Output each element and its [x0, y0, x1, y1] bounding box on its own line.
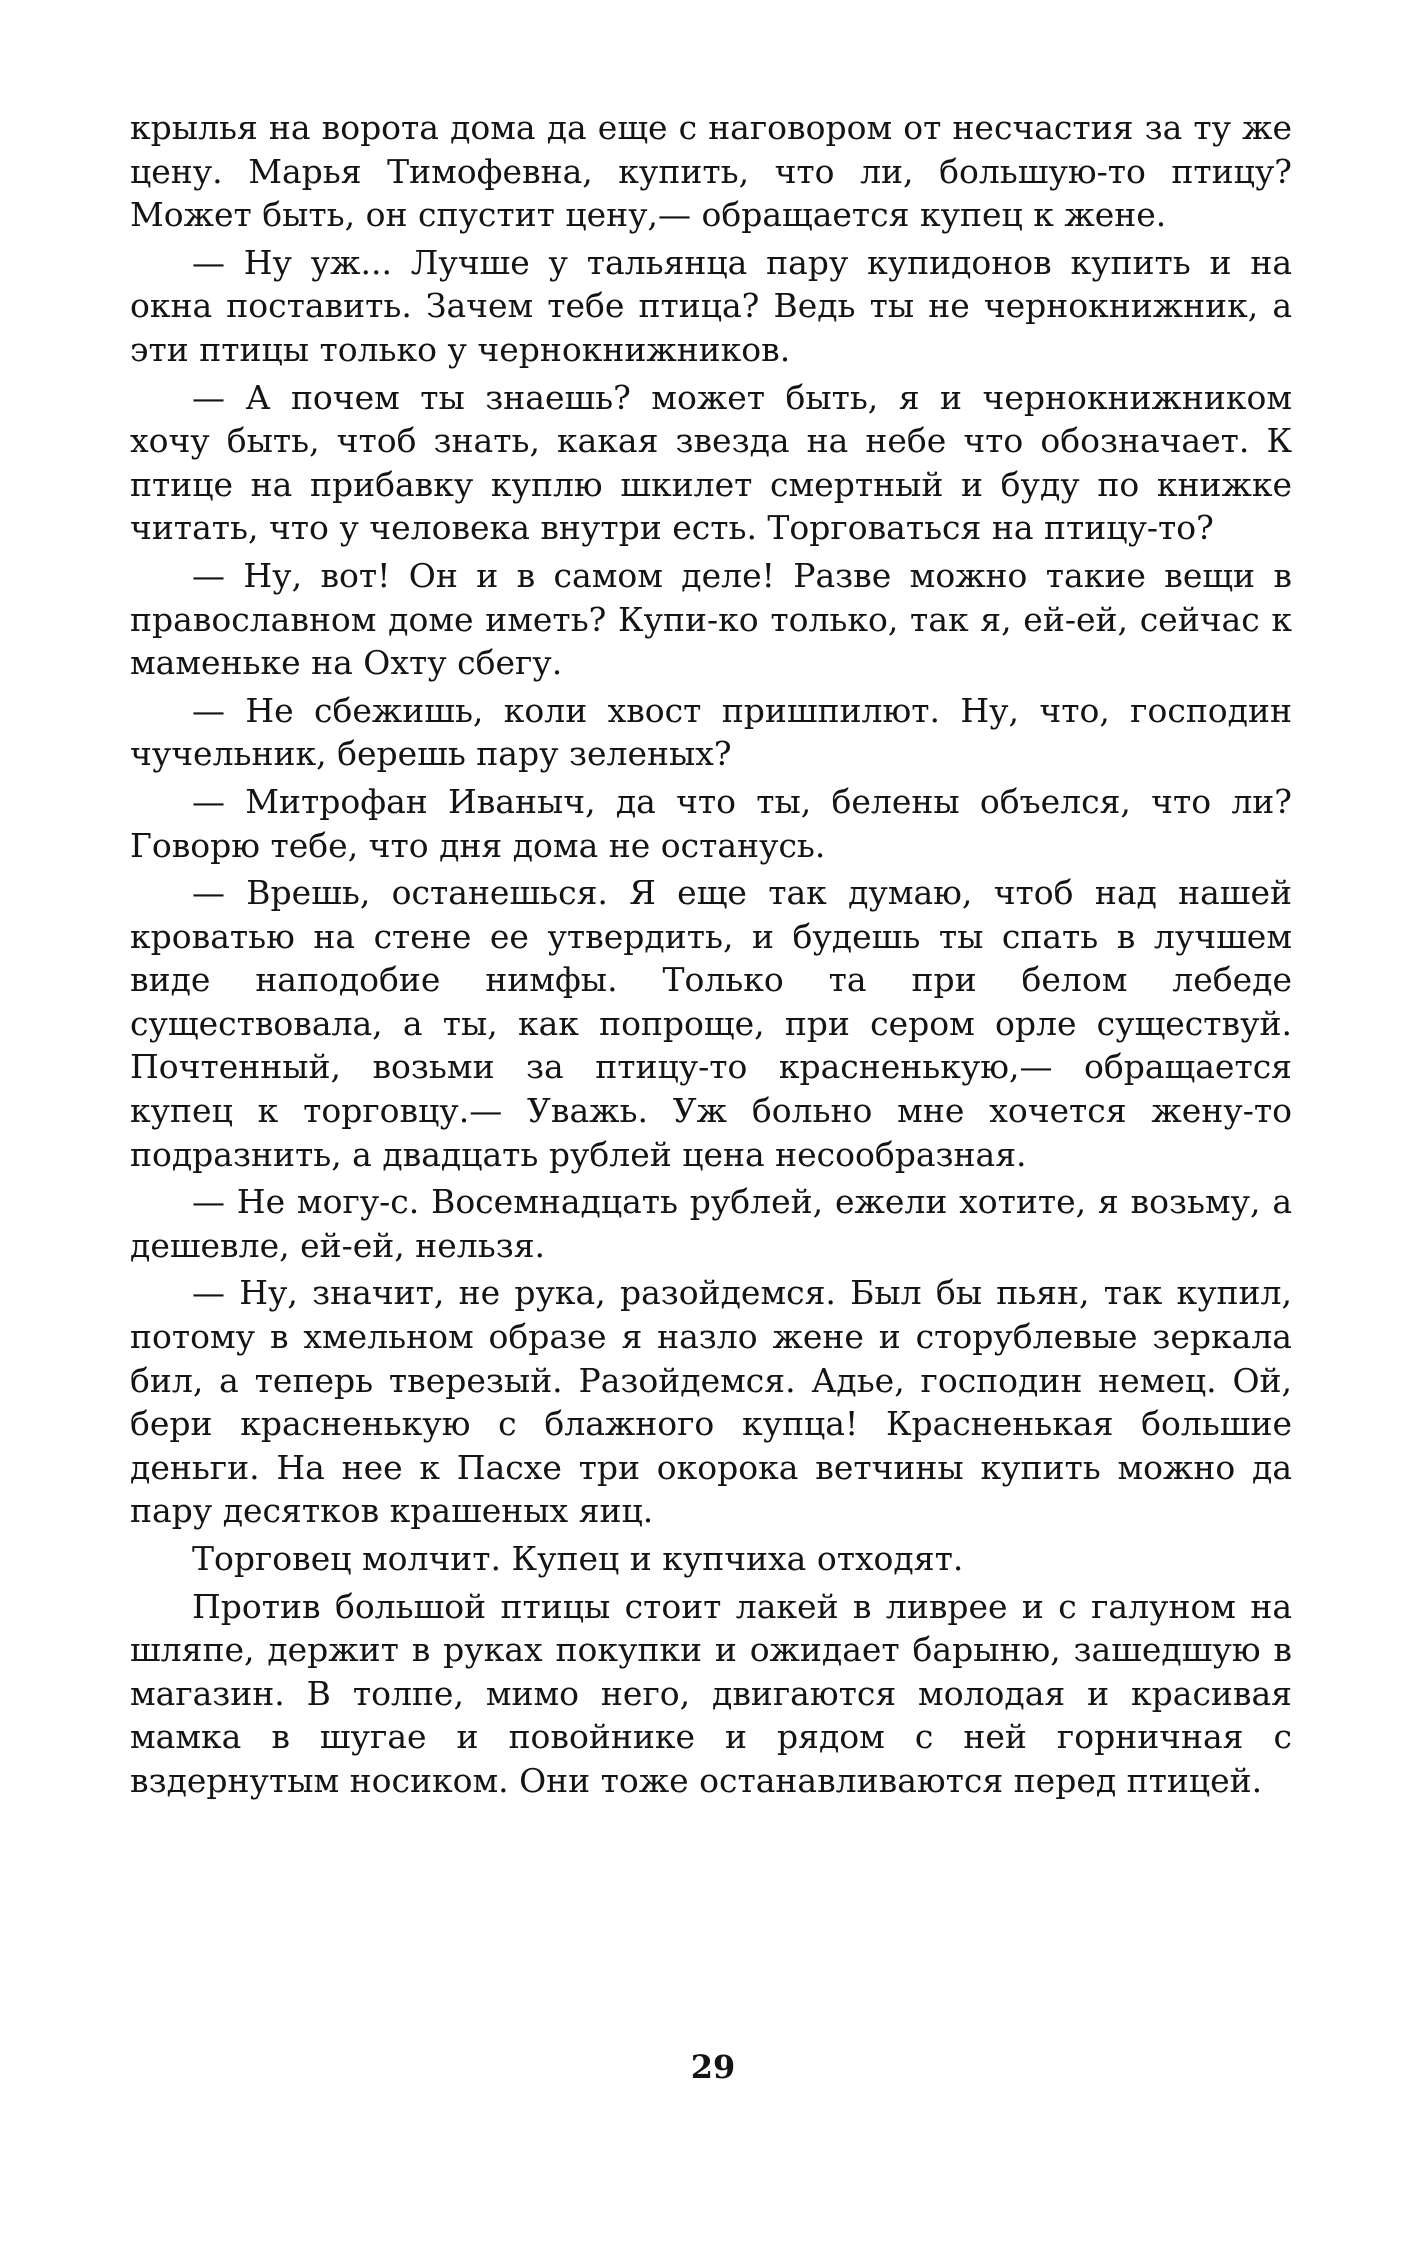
- paragraph-9: — Ну, значит, не рука, разойдемся. Был бы пьян, так купил, потому в хмельном образе я назло жене и сторублевые зеркала бил, а теперь тверезый. Разойдемся. Адье, господин немец. Ой, бери красненькую с блажного купца! Красненькая большие деньги. На нее к Пасхе три окорока ветчины купить можно да пару десятков крашеных яиц.: [130, 1273, 1292, 1531]
- paragraph-1: крылья на ворота дома да еще с наговором от несчастия за ту же цену. Марья Тимофевна, купить, что ли, большую-то птицу? Может быть, он спустит цену,— обращается купец к жене.: [130, 108, 1292, 235]
- paragraph-2: — Ну уж... Лучше у тальянца пару купидонов купить и на окна поставить. Зачем тебе птица? Ведь ты не чернокнижник, а эти птицы только у чернокнижников.: [130, 242, 1292, 369]
- paragraph-7: — Врешь, останешься. Я еще так думаю, чтоб над нашей кроватью на стене ее утвердить, и будешь ты спать в лучшем виде наподобие нимфы. Только та при белом лебеде существовала, а ты, как попроще, при сером орле существуй. Почтенный, возьми за птицу-то красненькую,— обращается купец к торговцу.— Уважь. Уж больно мне хочется жену-то подразнить, а двадцать рублей цена несообразная.: [130, 873, 1292, 1174]
- paragraph-5: — Не сбежишь, коли хвост пришпилют. Ну, что, господин чучельник, берешь пару зеленых?: [130, 690, 1292, 774]
- paragraph-8: — Не могу-с. Восемнадцать рублей, ежели хотите, я возьму, а дешевле, ей-ей, нельзя.: [130, 1182, 1292, 1265]
- paragraph-6: — Митрофан Иваныч, да что ты, белены объелся, что ли? Говорю тебе, что дня дома не останусь.: [130, 781, 1292, 865]
- paragraph-4: — Ну, вот! Он и в самом деле! Разве можно такие вещи в православном доме иметь? Купи-ко только, так я, ей-ей, сейчас к маменьке на Охту сбегу.: [130, 555, 1292, 683]
- paragraph-10: Торговец молчит. Купец и купчиха отходят.: [192, 1539, 964, 1578]
- book-page-text: [130, 106, 1292, 1803]
- page-number: 29: [690, 2048, 736, 2086]
- paragraph-11: Против большой птицы стоит лакей в ливрее и с галуном на шляпе, держит в руках покупки и ожидает барыню, зашедшую в магазин. В толпе, мимо него, двигаются молодая и красивая мамка в шугае и повойнике и рядом с ней горничная с вздернутым носиком. Они тоже останавливаются перед птицей.: [130, 1586, 1292, 1800]
- paragraph-3: — А почем ты знаешь? может быть, я и чернокнижником хочу быть, чтоб знать, какая звезда на небе что обозначает. К птице на прибавку куплю шкилет смертный и буду по книжке читать, что у человека внутри есть. Торговаться на птицу-то?: [130, 377, 1292, 548]
